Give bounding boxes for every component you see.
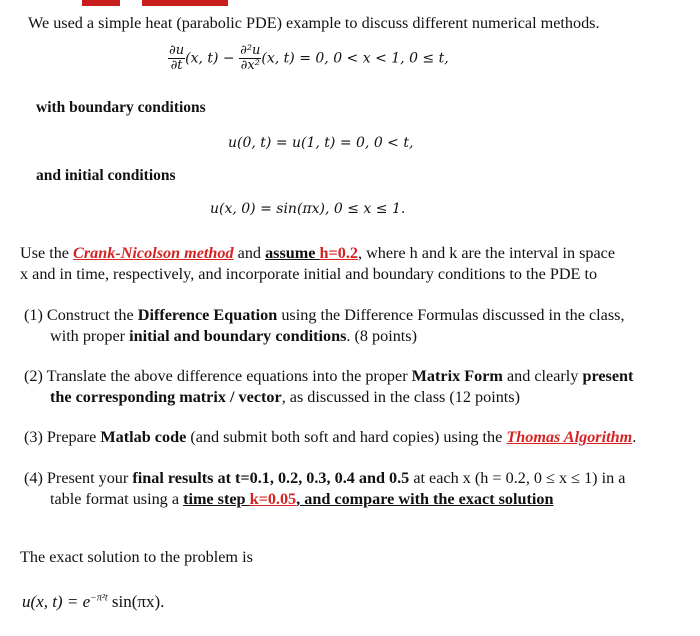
boundary-label: with boundary conditions [36,99,206,116]
k-value: k=0.05 [249,490,297,508]
top-highlight-bar [0,0,700,6]
exact-solution-equation: u(x, $t) = e^{-\pi^2t}$ sin(πx). [22,592,165,611]
instruction-line-2: x and in time, respectively, and incorporate initial and boundary conditions to the PDE to [20,265,598,283]
question-1-line-2: with proper initial and boundary conditions. (8 points) [50,327,417,345]
initial-label: and initial conditions [36,167,176,184]
highlight-segment [82,0,120,6]
pde-equation: $\frac{\partial u}{\partial t}$ (x, t) − $\frac{\text{∂²u}}{\text{∂x²}}$ (x, t) = 0, 0 < x < 1, 0 ≤ t, [169,43,449,73]
intro-text: We used a simple heat (parabolic PDE) example to discuss different numerical methods. [28,14,600,32]
question-1-line-1: (1) Construct the Difference Equation using the Difference Formulas discussed in the class, [24,306,625,324]
boundary-equation: u(0, t) = u(1, t) = 0, 0 < t, [228,135,414,151]
instruction-line-1: Use the Crank-Nicolson method and assume h=0.2, where h and k are the interval in space [20,244,616,262]
thomas-algorithm-link[interactable]: Thomas Algorithm [506,428,633,446]
highlight-segment [142,0,228,6]
question-4-line-1: (4) Present your final results at t=0.1, 0.2, 0.3, 0.4 and 0.5 at each x (h = 0.2, 0 ≤ x ≤ 1) in a [24,469,626,487]
crank-nicolson-link[interactable]: Crank-Nicolson method [73,244,234,262]
question-2-line-1: (2) Translate the above difference equations into the proper Matrix Form and clearly present [24,367,634,385]
question-3: (3) Prepare Matlab code (and submit both soft and hard copies) using the Thomas Algorithm. [24,428,637,446]
question-2-line-2: the corresponding matrix / vector, as discussed in the class (12 points) [50,388,520,406]
frac-du-dt: $\frac{\partial u}{\partial t}$ [169,43,185,73]
initial-equation: u(x, 0) = sin(πx), 0 ≤ x ≤ 1. [210,201,406,217]
question-4-line-2: table format using a time step k=0.05, and compare with the exact solution [50,490,554,508]
exact-solution-label: The exact solution to the problem is [20,548,253,566]
h-value: h=0.2 [319,244,358,262]
frac-d2u-dx2: $\frac{\text{∂²u}}{\text{∂x²}}$ [240,43,261,73]
